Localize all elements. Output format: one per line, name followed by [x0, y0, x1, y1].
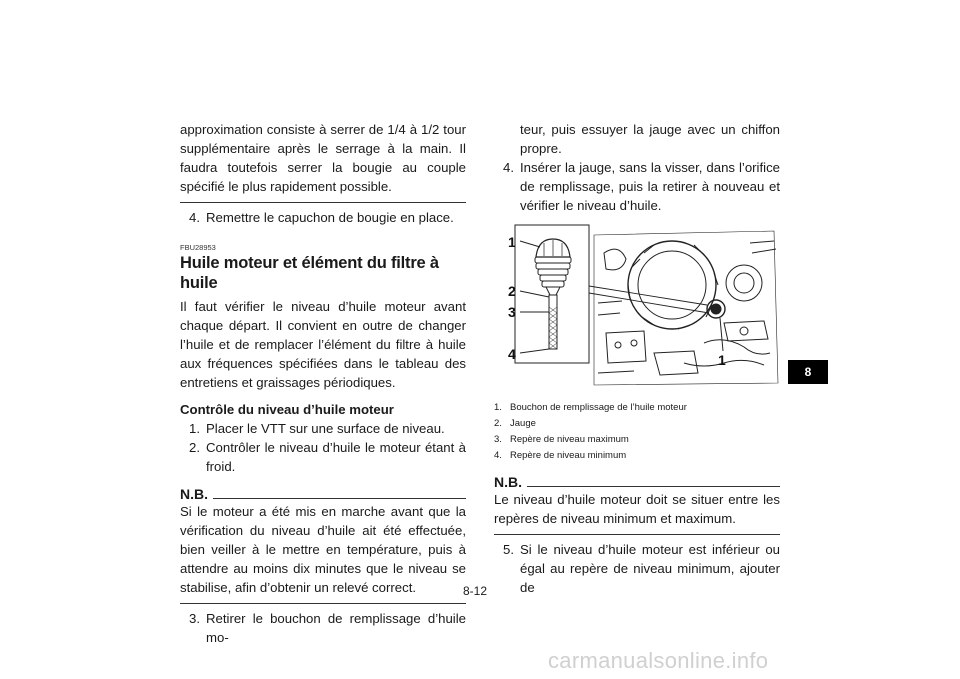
caption-number: 1. — [494, 402, 502, 413]
figure-label-4: 4 — [508, 346, 516, 362]
step-number: 1. — [189, 421, 200, 436]
caption-text: Jauge — [510, 418, 536, 429]
figure-label-2: 2 — [508, 283, 516, 299]
divider — [180, 202, 466, 203]
step-text: Contrôler le niveau d’huile le moteur étant à froid. — [206, 440, 466, 474]
step-number-blank — [494, 120, 520, 158]
nb-header — [494, 474, 780, 490]
divider — [494, 534, 780, 535]
paragraph: approximation consiste à serrer de 1/4 à 1/2 tour supplémentaire après le serrage à la main. Il faudra toutefois serrer la bougie au couple spécifié le plus rapidement possible. — [180, 122, 466, 194]
step-4 — [180, 208, 466, 227]
step-5 — [494, 540, 780, 597]
section-title: Huile moteur et élément du filtre à huile — [180, 254, 439, 292]
nb-text: Le niveau d’huile moteur doit se situer entre les repères de niveau minimum et maximum. — [494, 492, 780, 526]
step-text: Remettre le capuchon de bougie en place. — [206, 210, 454, 225]
step-3 — [180, 609, 466, 647]
caption-item — [494, 416, 780, 432]
subheading: Contrôle du niveau d’huile moteur — [180, 402, 394, 417]
engine-oil-figure — [494, 223, 780, 388]
caption-item — [494, 432, 780, 448]
section-code: FBU28953 — [180, 243, 216, 252]
step-text: Placer le VTT sur une surface de niveau. — [206, 421, 445, 436]
step-1 — [180, 419, 466, 438]
caption-text: Repère de niveau maximum — [510, 434, 629, 445]
nb-rule — [527, 486, 780, 487]
nb-label: N.B. — [494, 474, 522, 490]
figure-label-1-cap: 1 — [718, 352, 726, 368]
caption-item — [494, 448, 780, 464]
nb-label: N.B. — [180, 486, 208, 502]
engine-illustration — [494, 223, 780, 388]
figure-captions — [494, 400, 780, 464]
figure-label-3: 3 — [508, 304, 516, 320]
chapter-tab: 8 — [788, 360, 828, 384]
page-number: 8-12 — [463, 584, 488, 598]
caption-text: Bouchon de remplissage de l’huile moteur — [510, 402, 687, 413]
caption-text: Repère de niveau minimum — [510, 450, 627, 461]
step-text: Si le niveau d’huile moteur est inférieur ou égal au repère de niveau minimum, ajouter de — [520, 542, 780, 595]
caption-number: 2. — [494, 418, 502, 429]
step-text: Insérer la jauge, sans la visser, dans l’orifice de remplissage, puis la retirer à nouveau et vérifier le niveau d’huile. — [520, 160, 780, 213]
step-2 — [180, 438, 466, 476]
nb-text: Si le moteur a été mis en marche avant que la vérification du niveau d’huile ait été effectuée, bien veiller à le mettre en température, puis à attendre au moins dix minutes que le niveau se stabilise, afin d’obtenir un relevé correct. — [180, 504, 466, 595]
step-text: teur, puis essuyer la jauge avec un chiffon propre. — [520, 122, 780, 156]
step-4 — [494, 158, 780, 215]
step-text: Retirer le bouchon de remplissage d’huile mo- — [206, 611, 466, 645]
caption-number: 3. — [494, 434, 502, 445]
right-column — [494, 120, 780, 597]
left-column — [180, 120, 466, 647]
intro-paragraph: Il faut vérifier le niveau d’huile moteur avant chaque départ. Il convient en outre de changer l’huile et de remplacer l’élément du filtre à huile aux fréquences spécifiées dans le tableau des entretiens et graissages périodiques. — [180, 299, 466, 390]
step-number: 3. — [189, 611, 200, 626]
step-number: 2. — [189, 440, 200, 455]
caption-number: 4. — [494, 450, 502, 461]
nb-rule — [213, 498, 466, 499]
step-number: 5. — [503, 542, 514, 557]
step-number: 4. — [503, 160, 514, 175]
figure-label-1: 1 — [508, 234, 516, 250]
watermark-link[interactable]: carmanualsonline.info — [548, 648, 769, 673]
nb-header — [180, 486, 466, 502]
step-3-continued — [494, 120, 780, 158]
divider — [180, 603, 466, 604]
caption-item — [494, 400, 780, 416]
step-number: 4. — [189, 210, 200, 225]
